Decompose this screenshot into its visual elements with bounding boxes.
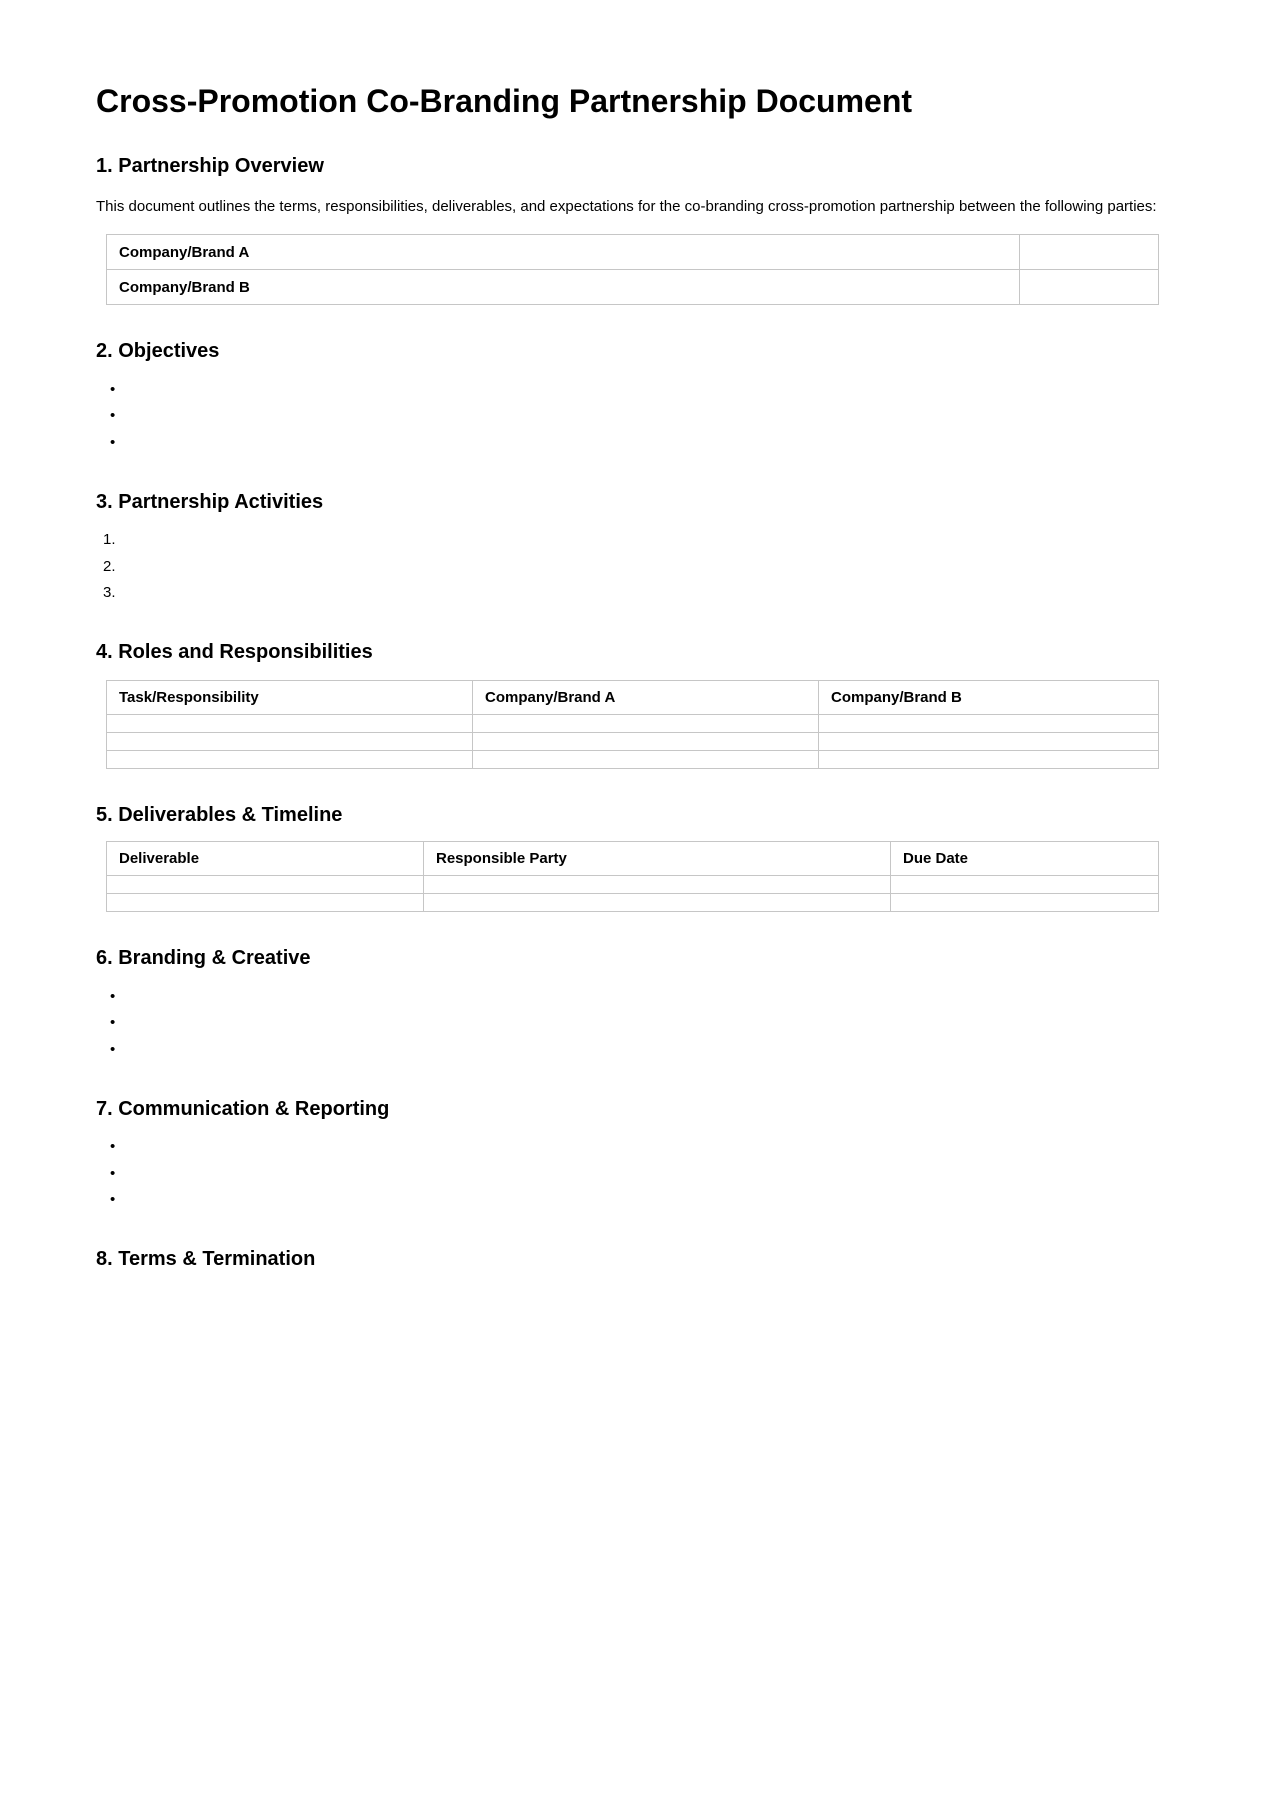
bullet-item	[96, 1036, 1158, 1063]
bullet-icon: •	[110, 987, 116, 1005]
numbered-item-marker: 2.	[103, 557, 116, 575]
table-cell	[819, 715, 1159, 733]
table-cell	[107, 876, 424, 894]
communication-bullet-list	[96, 1134, 1158, 1214]
bullet-item	[96, 1160, 1158, 1187]
numbered-item	[96, 527, 1158, 554]
deliverables-table-row	[107, 876, 1159, 894]
bullet-item	[96, 1010, 1158, 1037]
section-heading-deliverables-timeline: 5. Deliverables & Timeline	[96, 804, 343, 826]
parties-table-row	[107, 235, 1159, 270]
party-a-label-cell: Company/Brand A	[107, 235, 1020, 270]
table-cell	[107, 733, 473, 751]
party-b-value-cell	[1020, 270, 1159, 305]
numbered-item-marker: 3.	[103, 584, 116, 602]
table-cell	[819, 733, 1159, 751]
bullet-item	[96, 403, 1158, 430]
roles-table-row	[107, 751, 1159, 769]
deliverables-table-header-row	[107, 842, 1159, 876]
document-title: Cross-Promotion Co-Branding Partnership Document	[96, 83, 913, 119]
table-cell	[891, 876, 1159, 894]
table-cell	[819, 751, 1159, 769]
section-heading-partnership-overview: 1. Partnership Overview	[96, 155, 324, 177]
parties-table	[106, 234, 1159, 305]
branding-bullet-list	[96, 983, 1158, 1063]
bullet-icon: •	[110, 433, 116, 451]
party-a-value-cell	[1020, 235, 1159, 270]
bullet-icon: •	[110, 1138, 116, 1156]
section-heading-communication-reporting: 7. Communication & Reporting	[96, 1097, 390, 1120]
bullet-item	[96, 983, 1158, 1010]
bullet-item	[96, 1134, 1158, 1161]
numbered-item-marker: 1.	[103, 531, 116, 549]
bullet-icon: •	[110, 1164, 116, 1182]
section-heading-branding-creative: 6. Branding & Creative	[96, 947, 311, 969]
deliverables-table-row	[107, 894, 1159, 912]
table-cell	[473, 751, 819, 769]
bullet-icon: •	[110, 1040, 116, 1058]
roles-table	[106, 680, 1159, 769]
table-cell	[473, 733, 819, 751]
roles-table-row	[107, 715, 1159, 733]
bullet-icon: •	[110, 380, 116, 398]
roles-header-task: Task/Responsibility	[107, 681, 473, 715]
roles-table-row	[107, 733, 1159, 751]
overview-intro-paragraph: This document outlines the terms, responsibilities, deliverables, and expectations for the co-branding cross-promotion partnership between the following parties:	[96, 198, 1157, 215]
table-cell	[107, 715, 473, 733]
deliverables-header-deliverable: Deliverable	[107, 842, 424, 876]
table-cell	[424, 894, 891, 912]
bullet-item	[96, 376, 1158, 403]
party-b-label-cell: Company/Brand B	[107, 270, 1020, 305]
parties-table-row	[107, 270, 1159, 305]
bullet-item	[96, 1187, 1158, 1214]
table-cell	[107, 751, 473, 769]
section-heading-objectives: 2. Objectives	[96, 340, 220, 362]
numbered-item	[96, 553, 1158, 580]
objectives-bullet-list	[96, 376, 1158, 456]
section-heading-terms-termination: 8. Terms & Termination	[96, 1248, 316, 1270]
bullet-icon: •	[110, 1014, 116, 1032]
document-page	[0, 82, 1263, 1809]
roles-table-header-row	[107, 681, 1159, 715]
bullet-icon: •	[110, 407, 116, 425]
bullet-item	[96, 429, 1158, 456]
table-cell	[107, 894, 424, 912]
table-cell	[424, 876, 891, 894]
deliverables-header-responsible-party: Responsible Party	[424, 842, 891, 876]
deliverables-table	[106, 841, 1159, 912]
roles-header-company-b: Company/Brand B	[819, 681, 1159, 715]
section-heading-partnership-activities: 3. Partnership Activities	[96, 490, 324, 513]
table-cell	[891, 894, 1159, 912]
activities-numbered-list	[96, 527, 1158, 607]
numbered-item	[96, 580, 1158, 607]
bullet-icon: •	[110, 1191, 116, 1209]
table-cell	[473, 715, 819, 733]
deliverables-header-due-date: Due Date	[891, 842, 1159, 876]
roles-header-company-a: Company/Brand A	[473, 681, 819, 715]
section-heading-roles-responsibilities: 4. Roles and Responsibilities	[96, 641, 373, 663]
